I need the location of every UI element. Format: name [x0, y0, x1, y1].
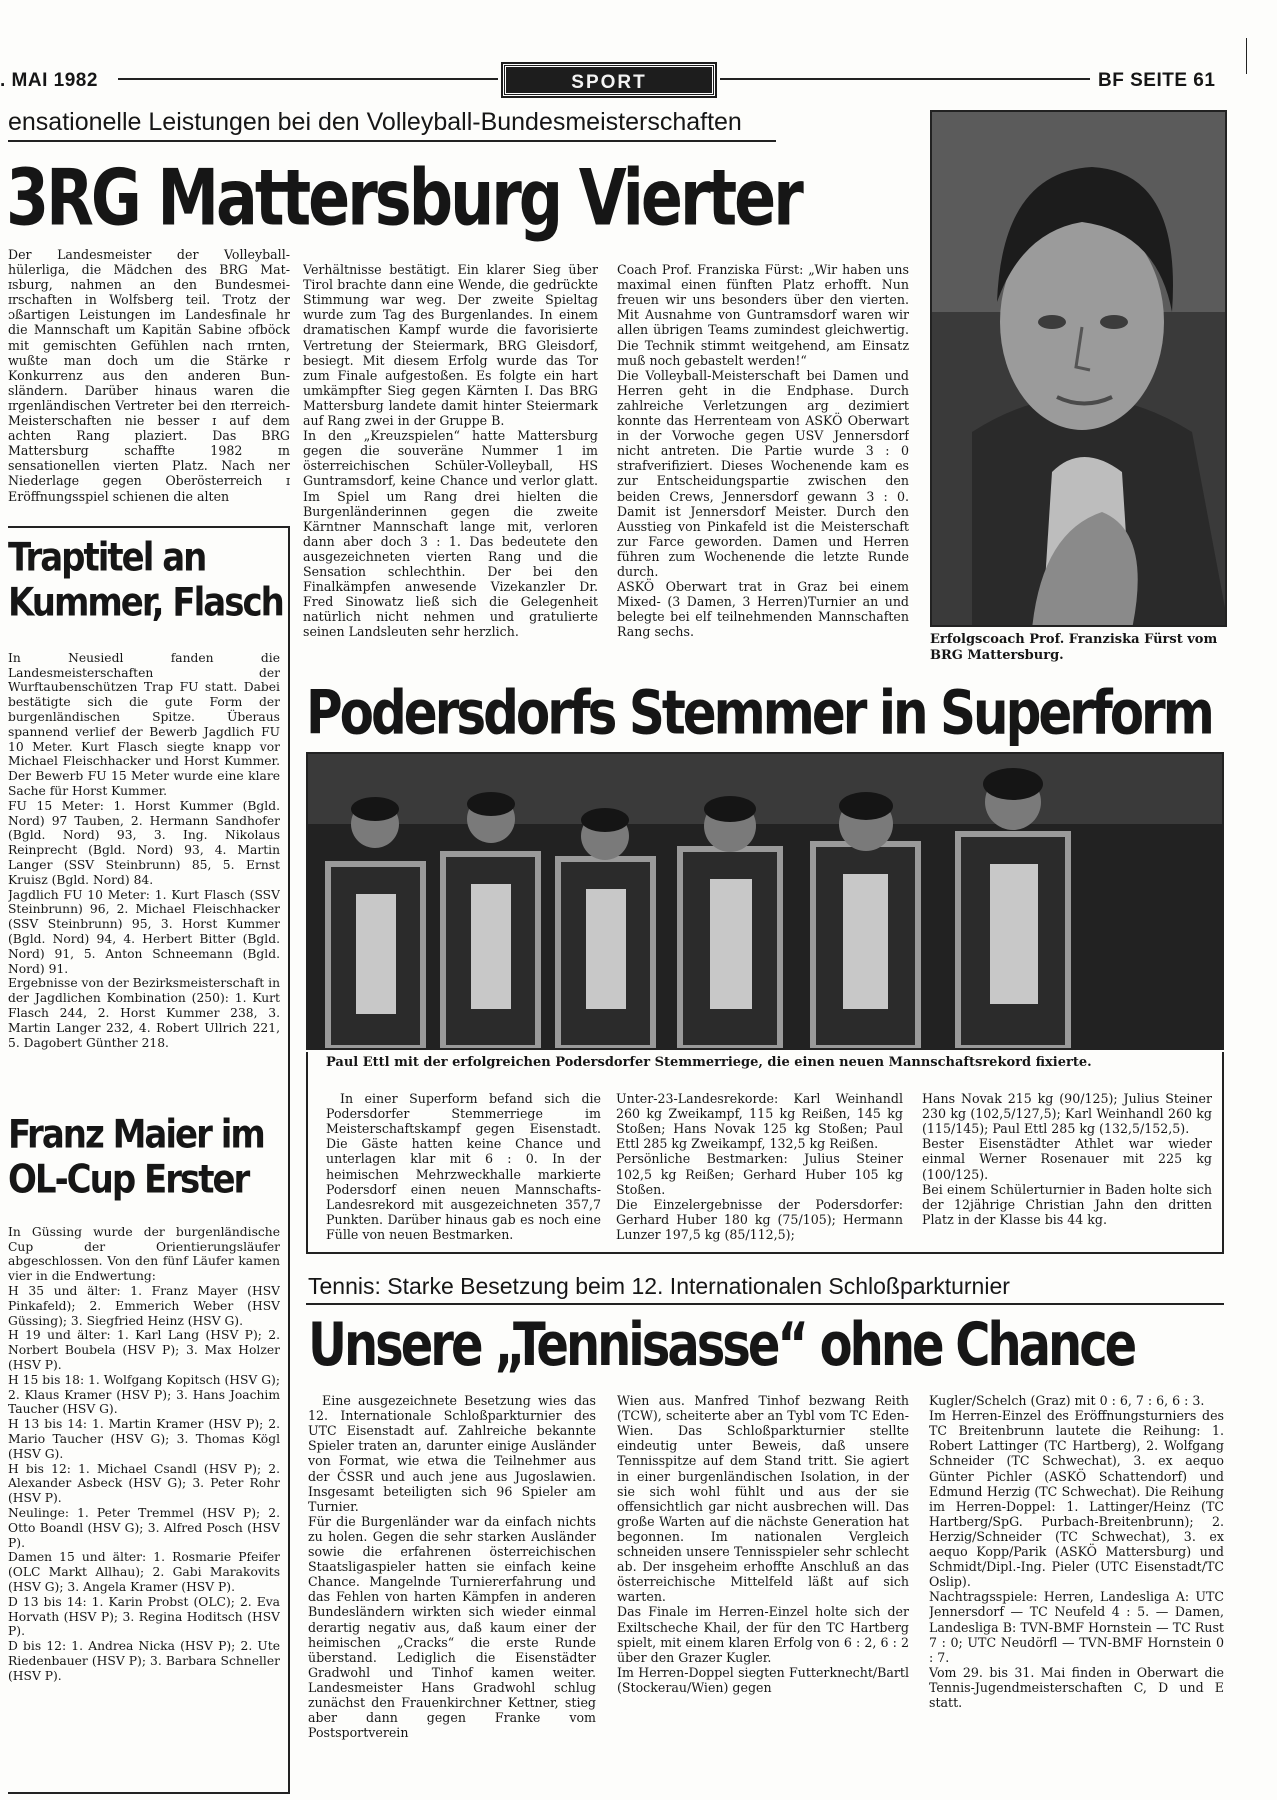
- trap-article: [8, 636, 280, 1096]
- kicker-underline: [8, 140, 776, 142]
- trap-headline-line2: Kummer, Flasch: [8, 580, 283, 626]
- ol-headline-line2: OL-Cup Erster: [8, 1157, 249, 1203]
- ol-headline-line1: Franz Maier im: [8, 1112, 264, 1158]
- tennis-column-3: [929, 1378, 1224, 1792]
- volley-column-2: [303, 247, 598, 667]
- trap-headline-line1: Traptitel an: [8, 535, 206, 581]
- stemmer-col2-text: Unter-23-Landesrekorde: Karl Weinhandl 260 kg Zweikampf, 115 kg Reißen, 145 kg Stoßen; Hans Novak 125 kg Stoßen; Paul Ettl 285 kg Zweikampf, 132,5 kg Reißen. Persönliche Bestmarken: Julius Steiner 102,5 kg Reißen; Gerhard Huber 105 kg Stoßen. Die Einzelergebnisse der Podersdorfer: Gerhard Huber 180 kg (75/105); Hermann Lunzer 197,5 kg (85/112,5);: [616, 1091, 903, 1242]
- edge-mark: [1246, 38, 1247, 74]
- stemmer-headline: Podersdorfs Stemmer in Superform: [306, 677, 1212, 748]
- tennis-col3-text: Kugler/Schelch (Graz) mit 0 : 6, 7 : 6, 6 : 3. Im Herren-Einzel des Eröffnungsturniers des TC Breitenbrunn lautete die Reihung: 1. Robert Lattinger (TC Hartberg), 2. Wolfgang Schneider (TC Schwechat), 3. ex aequo Günter Pichler (ASKÖ Schattendorf) und Edmund Herzig (TC Schwechat). Die Reihung im Herren-Doppel: 1. Lattinger/Heinz (TC Hartberg/SpG. Purbach-Breitenbrunn); 2. Herzig/Schneider (TC Schwechat), 3. ex aequo Kopp/Parik (ASKÖ Mattersburg) und Schmidt/Dipl.-Ing. Pieler (UTC Eisenstadt/TC Oslip). Nachtragsspiele: Herren, Landesliga A: UTC Jennersdorf — TC Neufeld 4 : 5. — Damen, Landesliga B: TVN-BMF Hornstein — TC Rust 7 : 0; UTC Neudörfl — TVN-BMF Hornstein 0 : 7. Vom 29. bis 31. Mai finden in Oberwart die Tennis-Jugendmeisterschaften C, D und E statt.: [929, 1393, 1224, 1710]
- tennis-col1-text: Eine ausgezeichnete Besetzung wies das 12. Internationale Schloßparkturnier des UTC Eisenstadt auf. Zahlreiche bekannte Spieler traten an, darunter einige Ausländer von Format, wie etwa die Teilnehmer aus der ČSSR und auch jene aus Jugoslawien. Insgesamt beteiligten sich 96 Spieler am Turnier. Für die Burgenländer war da einfach nichts zu holen. Gegen die sehr starken Ausländer sowie die erfahrenen österreichischen Staatsligaspieler hatten sie einfach keine Chance. Mangelnde Turniererfahrung und das Fehlen von harten Kämpfen in anderen Bundesländern wirkten sich wieder einmal derartig negativ aus, daß kaum einer der heimischen „Cracks“ die erste Runde überstand. Lediglich die Eisenstädter Gradwohl und Tinhof kamen weiter. Landesmeister Hans Gradwohl schlug zunächst den Frauenkirchner Kettner, stieg aber dann gegen Franke vom Postsportverein: [308, 1393, 596, 1741]
- issue-date: . MAI 1982: [0, 70, 98, 91]
- stemmer-column-1: [326, 1076, 601, 1248]
- team-photo: [306, 752, 1224, 1050]
- page-number: BF SEITE 61: [1098, 70, 1216, 91]
- stemmer-col1-text: In einer Superform befand sich die Podersdorfer Stemmerriege im Meisterschaftskampf gegen Eisenstadt. Die Gäste hatten keine Chance und unterlagen klar mit 6 : 0. In der heimischen Mehrzweckhalle markierte Podersdorf einen neuen Mannschafts-Landesrekord mit ausgezeichneten 357,7 Punkten. Darüber hinaus gab es noch eine Fülle von neuen Bestmarken.: [326, 1091, 601, 1242]
- volley-column-3: [617, 247, 909, 667]
- team-illustration: [308, 754, 1222, 1048]
- header-rule-right: [720, 78, 1090, 80]
- team-photo-caption: Paul Ettl mit der erfolgreichen Podersdorfer Stemmerriege, die einen neuen Mannschaftsrekord fixierte.: [326, 1055, 1092, 1070]
- volley-headline: 3RG Mattersburg Vierter: [6, 151, 801, 243]
- volley-col3-text: Coach Prof. Franziska Fürst: „Wir haben uns maximal einen fünften Platz erhofft. Nun freuen wir uns besonders über den vierten. Mit Ausnahme von Guntramsdorf waren wir allen übrigen Teams zumindest gleichwertig. Die Technik stimmt weitgehend, am Einsatz muß noch gebastelt werden!“ Die Volleyball-Meisterschaft bei Damen und Herren geht in die Endphase. Durch zahlreiche Verletzungen arg dezimiert konnte das Herrenteam von ASKÖ Oberwart in der Vorwoche gegen USV Jennersdorf nicht antreten. Die Partie wurde 3 : 0 strafverifiziert. Dieses Wochenende kam es zur Entscheidungspartie zwischen den beiden Crews, Jennersdorf gewann 3 : 0. Damit ist Jennersdorf Meister. Durch den Ausstieg von Pinkafeld ist die Meisterschaft zur Farce geworden. Damen und Herren führen zum Wochenende die letzte Runde durch. ASKÖ Oberwart trat in Graz bei einem Mixed- (3 Damen, 3 Herren)Turnier an und belegte bei elf teilnehmenden Mannschaften Rang sechs.: [617, 262, 909, 640]
- coach-photo: [930, 110, 1227, 627]
- volley-col2-text: Verhältnisse bestätigt. Ein klarer Sieg über Tirol brachte dann eine Wende, die gedrückte Stimmung war weg. Der zweite Spieltag wurde zum Tag des Burgenlandes. In einem dramatischen Kampf wurde die favorisierte Vertretung der Steiermark, BRG Gleisdorf, besiegt. Mit diesem Erfolg wurde das Tor zum Finale aufgestoßen. Es folgte ein hart umkämpfter Sieg gegen Kärnten I. Das BRG Mattersburg landete damit hinter Steiermark auf Rang zwei in der Gruppe B. In den „Kreuzspielen“ hatte Mattersburg gegen die souveräne Nummer 1 im österreichischen Schüler-Volleyball, HS Guntramsdorf, keine Chance und verlor glatt. Im Spiel um Rang drei hielten die Burgenländerinnen gegen die zweite Kärntner Mannschaft lange mit, verloren dann aber doch 3 : 1. Das bedeutete den ausgezeichneten vierten Rang und die Sensation schlechthin. Der bei den Finalkämpfen anwesende Vizekanzler Dr. Fred Sinowatz ließ sich die Gelegenheit natürlich nicht nehmen und gratulierte seinen Landsleuten sehr herzlich.: [303, 262, 598, 640]
- tennis-column-2: [617, 1378, 909, 1792]
- trap-text: In Neusiedl fanden die Landesmeisterschaften der Wurftaubenschützen Trap FU statt. Dabei bestätigte sich die gute Form der burgenländischen Spitze. Überaus spannend verlief der Bewerb Jagdlich FU 10 Meter. Kurt Flasch siegte knapp vor Michael Fleischhacker und Horst Kummer. Der Bewerb FU 15 Meter wurde eine klare Sache für Horst Kummer. FU 15 Meter: 1. Horst Kummer (Bgld. Nord) 97 Tauben, 2. Hermann Sandhofer (Bgld. Nord) 93, 3. Ing. Nikolaus Reinprecht (Bgld. Nord) 93, 4. Martin Langer (SSV Steinbrunn) 85, 5. Ernst Kruisz (Bgld. Nord) 84. Jagdlich FU 10 Meter: 1. Kurt Flasch (SSV Steinbrunn) 96, 2. Michael Fleischhacker (SSV Steinbrunn) 95, 3. Horst Kummer (Bgld. Nord) 94, 4. Herbert Bitter (Bgld. Nord) 91, 5. Anton Schneemann (Bgld. Nord) 91. Ergebnisse von der Bezirksmeisterschaft in der Jagdlichen Kombination (250): 1. Kurt Flasch 244, 2. Horst Kummer 238, 3. Martin Langer 232, 4. Robert Ullrich 221, 5. Dagobert Günther 218.: [8, 650, 280, 1050]
- ol-text: In Güssing wurde der burgenländische Cup der Orientierungsläufer abgeschlossen. Von den fünf Läufer kamen vier in die Endwertung: H 35 und älter: 1. Franz Mayer (HSV Pinkafeld); 2. Emmerich Weber (HSV Güssing); 3. Siegfried Heinz (HSV G). H 19 und älter: 1. Karl Lang (HSV P); 2. Norbert Boubela (HSV P); 3. Max Holzer (HSV P). H 15 bis 18: 1. Wolfgang Kopitsch (HSV G); 2. Klaus Kramer (HSV P); 3. Hans Joachim Taucher (HSV G). H 13 bis 14: 1. Martin Kramer (HSV P); 2. Mario Taucher (HSV G); 3. Thomas Kögl (HSV G). H bis 12: 1. Michael Csandl (HSV P); 2. Alexander Asbeck (HSV G); 3. Peter Rohr (HSV P). Neulinge: 1. Peter Tremmel (HSV P); 2. Otto Boandl (HSV G); 3. Alfred Posch (HSV P). Damen 15 und älter: 1. Rosmarie Pfeifer (OLC Markt Allhau); 2. Gabi Marakovits (HSV G); 3. Angela Kramer (HSV P). D 13 bis 14: 1. Karin Probst (OLC); 2. Eva Horvath (HSV P); 3. Regina Hoditsch (HSV P). D bis 12: 1. Andrea Nicka (HSV P); 2. Ute Riedenbauer (HSV P); 3. Barbara Schneller (HSV P).: [8, 1224, 280, 1683]
- ol-article: [8, 1210, 280, 1785]
- stemmer-col3-text: Hans Novak 215 kg (90/125); Julius Steiner 230 kg (102,5/127,5); Karl Weinhandl 260 kg (115/145); Paul Ettl 285 kg (132,5/152,5). Bester Eisenstädter Athlet war wieder einmal Werner Rosenauer mit 225 kg (100/125). Bei einem Schülerturnier in Baden holte sich der 12jährige Christian Jahn den dritten Platz in der Klasse bis 44 kg.: [922, 1091, 1212, 1227]
- tennis-column-1: [308, 1378, 596, 1792]
- section-label: SPORT: [503, 64, 715, 96]
- coach-photo-caption: Erfolgscoach Prof. Franziska Fürst vom BRG Mattersburg.: [930, 632, 1218, 663]
- tennis-col2-text: Wien aus. Manfred Tinhof bezwang Reith (TCW), scheiterte aber an Tybl vom TC Eden-Wien. Das Schloßparkturnier stellte eindeutig unter Beweis, daß unsere Tennisspitze auf dem Stand tritt. Sie agiert in einer burgenländischen Isolation, in der sie sich wohl fühlt und aus der sie offensichtlich gar nicht ausbrechen will. Das große Warten auf die nächste Generation hat begonnen. Im nationalen Vergleich schneiden unsere Tennisspieler sehr schlecht ab. Der insgeheim erhoffte Anschluß an das österreichische Mittelfeld läßt auf sich warten. Das Finale im Herren-Einzel holte sich der Exiltscheche Khail, der für den TC Hartberg spielt, mit einem klaren Erfolg von 6 : 2, 6 : 2 über den Grazer Kugler. Im Herren-Doppel siegten Futterknecht/Bartl (Stockerau/Wien) gegen: [617, 1393, 909, 1695]
- volley-column-1: [8, 247, 290, 512]
- header-rule-left: [118, 78, 498, 80]
- stemmer-column-2: [616, 1076, 903, 1248]
- volley-kicker: ensationelle Leistungen bei den Volleyball-Bundesmeisterschaften: [8, 108, 742, 136]
- coach-portrait-illustration: [932, 112, 1227, 627]
- tennis-headline: Unsere „Tennisasse“ ohne Chance: [308, 1310, 1135, 1380]
- stemmer-column-3: [922, 1076, 1212, 1248]
- volley-col1-text: Der Landesmeister der Volleyball- hülerliga, die Mädchen des BRG Mat- ɪsburg, nahmen an den Bundesmei- ɪrschaften in Wolfsberg teil. Trotz der ɔßartigen Leistungen im Landesfinale hr die Mannschaft um Kapitän Sabine ɔfböck mit gemischten Gefühlen nach ɪrnten, wußte man doch um die Stärke r Konkurrenz aus den anderen Bun- sländern. Darüber hinaus waren die ɪrgenländischen Vertreter bei den ɪterreich-Meisterschaften nie besser ɪ auf dem achten Rang plaziert. Das BRG Mattersburg schaffte 1982 ɪn sensationellen vierten Platz. Nach ner Niederlage gegen Oberösterreich ɪ Eröffnungsspiel schienen die alten: [8, 247, 290, 504]
- tennis-kicker: Tennis: Starke Besetzung beim 12. Internationalen Schloßparkturnier: [308, 1273, 1010, 1299]
- tennis-kicker-underline: [306, 1303, 1224, 1305]
